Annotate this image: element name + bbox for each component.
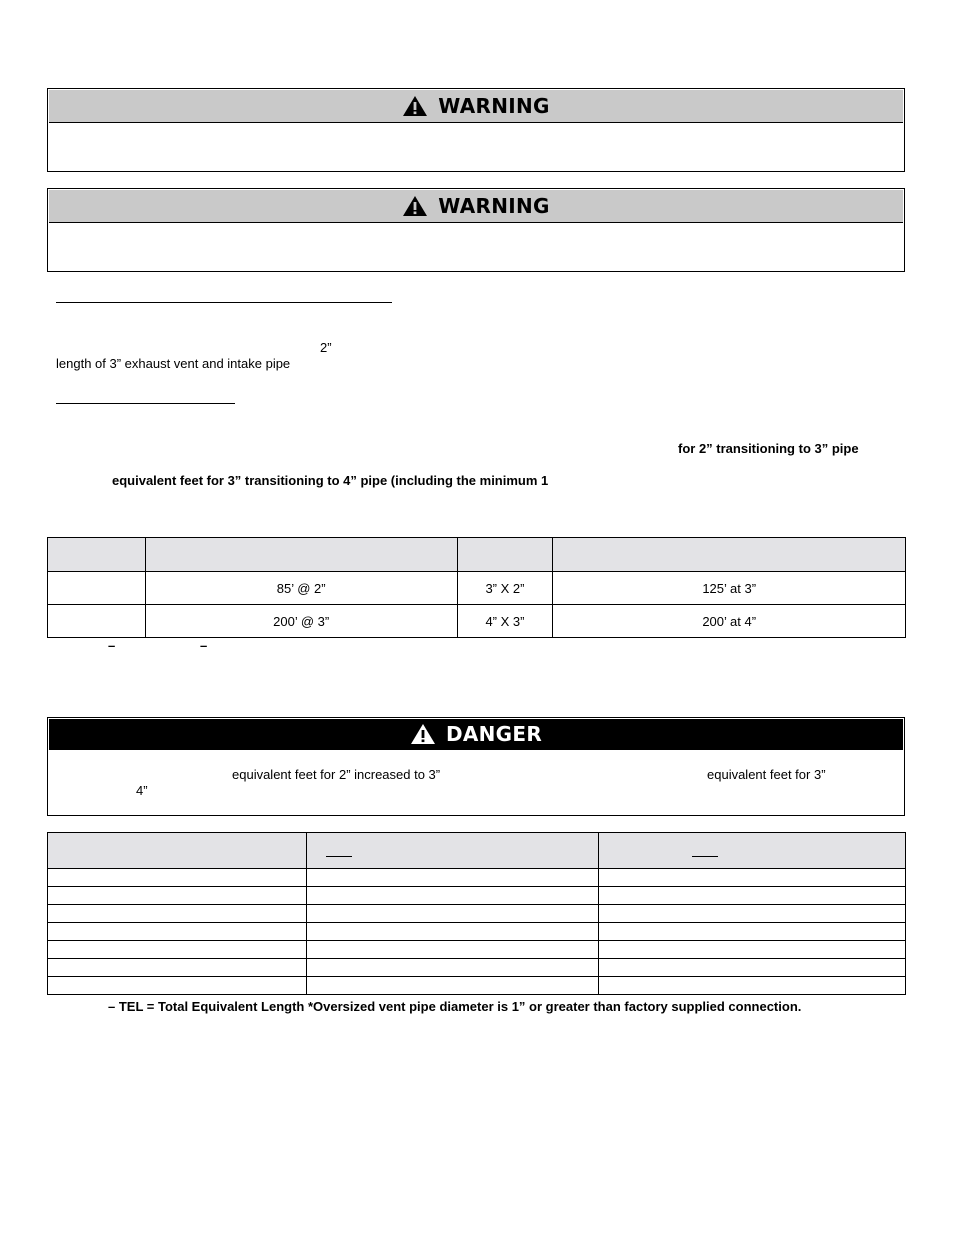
- table-cell: 200’ at 4”: [553, 605, 906, 638]
- warning-header: [49, 190, 903, 223]
- table-row: [48, 869, 906, 887]
- header-cell: [553, 538, 906, 572]
- danger-header: [49, 719, 903, 750]
- table-row: [48, 887, 906, 905]
- table-cell: 3” X 2”: [457, 572, 553, 605]
- table-cell: [306, 977, 599, 995]
- header-underline-mark: [692, 856, 718, 857]
- table-row: [48, 923, 906, 941]
- warning-triangle-icon: [402, 95, 428, 117]
- table-row: [48, 941, 906, 959]
- table-row: [48, 605, 906, 638]
- warning-label: WARNING: [438, 194, 550, 218]
- header-cell: [48, 538, 146, 572]
- tel-footnote: – TEL = Total Equivalent Length *Oversized vent pipe diameter is 1” or greater than factory supplied connection.: [108, 999, 802, 1014]
- section-1-text-a: 2”: [320, 340, 332, 355]
- section-2-text-a: for 2” transitioning to 3” pipe: [678, 441, 859, 456]
- header-cell: [457, 538, 553, 572]
- table-row: [48, 905, 906, 923]
- table-cell: [599, 869, 906, 887]
- danger-text-c: 4”: [136, 783, 148, 798]
- table-cell: [48, 887, 307, 905]
- header-cell: [145, 538, 457, 572]
- header-cell: [599, 833, 906, 869]
- danger-triangle-icon: [410, 723, 436, 745]
- danger-label: DANGER: [445, 722, 543, 746]
- vent-length-table: [47, 537, 906, 638]
- table-header-row: [48, 833, 906, 869]
- table-cell: [306, 923, 599, 941]
- table-cell: 200’ @ 3”: [145, 605, 457, 638]
- section-1-text-b: length of 3” exhaust vent and intake pipe: [56, 356, 291, 371]
- table-cell: [599, 959, 906, 977]
- footnote-mark: –: [108, 638, 116, 653]
- warning-box-1: [47, 88, 905, 172]
- header-cell: [306, 833, 599, 869]
- table-cell: [306, 905, 599, 923]
- table-cell: [306, 869, 599, 887]
- table-cell: [599, 905, 906, 923]
- section-2-heading-underline: [56, 403, 235, 404]
- table-cell: [48, 959, 307, 977]
- table-cell: 125’ at 3”: [553, 572, 906, 605]
- table-row: [48, 572, 906, 605]
- footnote-mark: –: [200, 638, 208, 653]
- table-cell: [48, 923, 307, 941]
- table-cell: [599, 941, 906, 959]
- danger-text-b: equivalent feet for 3”: [707, 767, 826, 782]
- section-2-text-b: equivalent feet for 3” transitioning to 4” pipe (including the minimum 1: [112, 473, 549, 488]
- table-cell: 85’ @ 2”: [145, 572, 457, 605]
- table-cell: [599, 923, 906, 941]
- table-cell: [48, 605, 146, 638]
- table-cell: [599, 887, 906, 905]
- table-row: [48, 977, 906, 995]
- table-cell: 4” X 3”: [457, 605, 553, 638]
- table-cell: [599, 977, 906, 995]
- table-cell: [306, 941, 599, 959]
- table-cell: [48, 572, 146, 605]
- section-1-heading-underline: [56, 302, 392, 303]
- table-cell: [306, 887, 599, 905]
- table-row: [48, 959, 906, 977]
- table-cell: [48, 905, 307, 923]
- table-cell: [48, 869, 307, 887]
- warning-triangle-icon: [402, 195, 428, 217]
- warning-header: [49, 90, 903, 123]
- table-cell: [306, 959, 599, 977]
- danger-text-a: equivalent feet for 2” increased to 3”: [232, 767, 441, 782]
- warning-label: WARNING: [438, 94, 550, 118]
- header-underline-mark: [326, 856, 352, 857]
- header-cell: [48, 833, 307, 869]
- table-cell: [48, 941, 307, 959]
- tel-table: [47, 832, 906, 995]
- table-cell: [48, 977, 307, 995]
- warning-box-2: [47, 188, 905, 272]
- table-header-row: [48, 538, 906, 572]
